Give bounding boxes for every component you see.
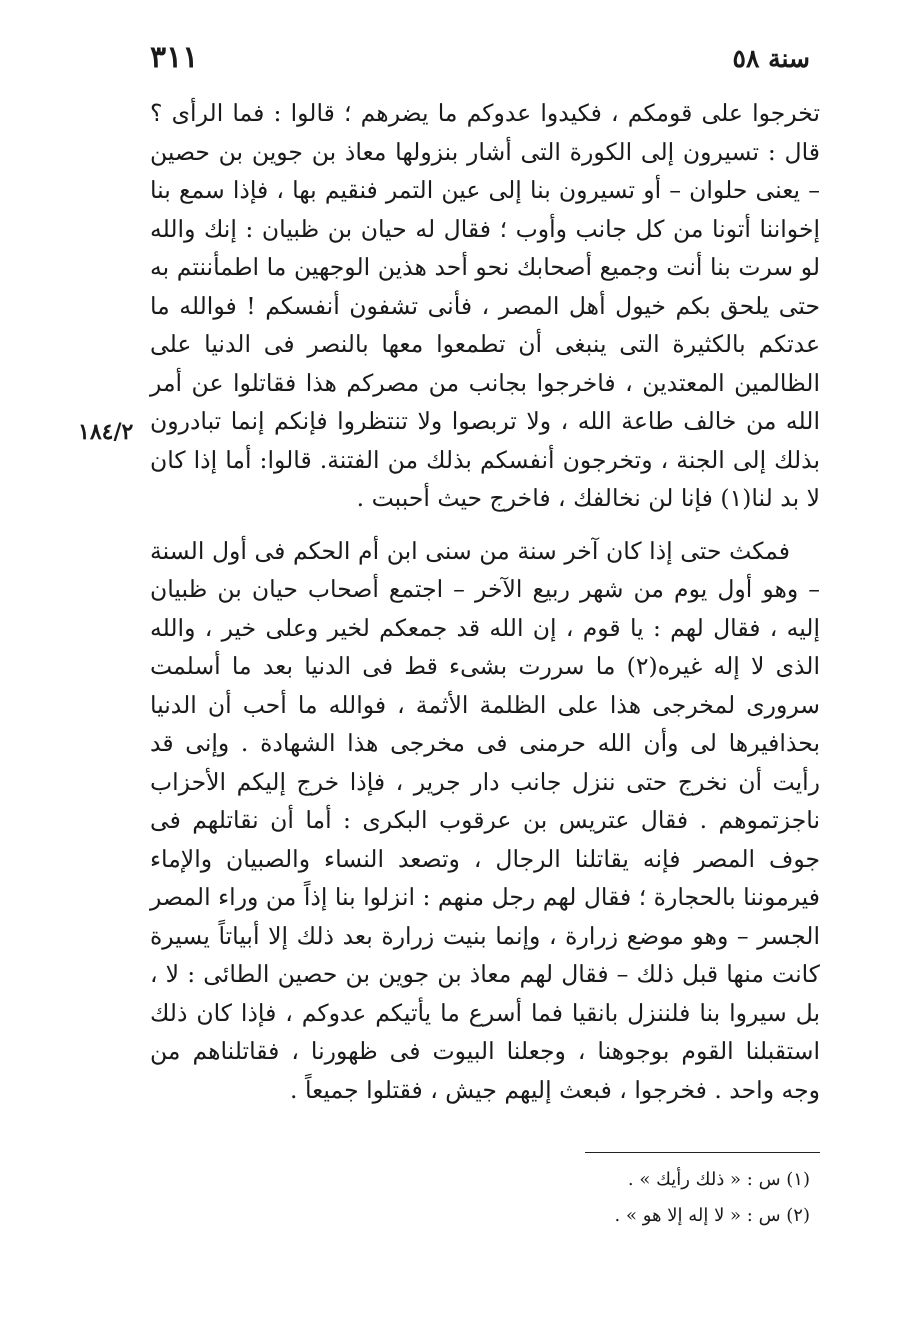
main-text (150, 94, 820, 1109)
footnote-1: (١) س : « ذلك رأيك » . (627, 1169, 810, 1190)
footnotes (400, 1162, 810, 1234)
margin-reference: ١٨٤/٢ (78, 419, 134, 445)
page-number: ٣١١ (150, 40, 199, 75)
footnote-2: (٢) س : « لا إله إلا هو » . (614, 1205, 810, 1226)
year-label: سنة ٥٨ (732, 44, 810, 73)
footnote-divider (585, 1152, 820, 1153)
paragraph-1: تخرجوا على قومكم ، فكيدوا عدوكم ما يضرهم ؛ قالوا : فما الرأى ؟ قال : تسيرون إلى الكورة التى أشار بنزولها معاذ بن جوين بن حصين – يعنى حلوان – أو تسيرون بنا إلى عين التمر فنقيم بها ، فإذا سمع بنا إخواننا أتونا من كل جانب وأوب ؛ فقال له حيان بن ظبيان : إنك والله لو سرت بنا أنت وجميع أصحابك نحو أحد هذين الوجهين ما اطمأننتم به حتى يلحق بكم خيول أهل المصر ، فأنى تشفون أنفسكم ! فوالله ما عدتكم بالكثيرة التى ينبغى أن تطمعوا معها بالنصر فى الدنيا على الظالمين المعتدين ، فاخرجوا بجانب من مصركم هذا فقاتلوا عن أمر الله من خالف طاعة الله ، ولا تربصوا ولا تنتظروا فإنكم إنما تبادرون بذلك إلى الجنة ، وتخرجون أنفسكم بذلك من الفتنة. قالوا: أما إذا كان لا بد لنا(١) فإنا لن نخالفك ، فاخرج حيث أحببت . (150, 99, 820, 512)
paragraph-2: فمكث حتى إذا كان آخر سنة من سنى ابن أم الحكم فى أول السنة – وهو أول يوم من شهر ربيع الآخر – اجتمع أصحاب حيان بن ظبيان إليه ، فقال لهم : يا قوم ، إن الله قد جمعكم لخير وعلى خير ، والله الذى لا إله غيره(٢) ما سررت بشىء قط فى الدنيا بعد ما أسلمت سرورى لمخرجى هذا على الظلمة الأثمة ، فوالله ما أحب أن الدنيا بحذافيرها لى وأن الله حرمنى فى مخرجى هذا الشهادة . وإنى قد رأيت أن نخرج حتى ننزل جانب دار جرير ، فإذا خرج إليكم الأحزاب ناجزتموهم . فقال عتريس بن عرقوب البكرى : أما أن نقاتلهم فى جوف المصر فإنه يقاتلنا الرجال ، وتصعد النساء والصبيان والإماء فيرموننا بالحجارة ؛ فقال لهم رجل منهم : انزلوا بنا إذاً من وراء المصر الجسر – وهو موضع زرارة ، وإنما بنيت زرارة بعد ذلك إلا أبياتاً يسيرة كانت منها قبل ذلك – فقال لهم معاذ بن جوين بن حصين الطائى : لا ، بل سيروا بنا فلننزل بانقيا فما أسرع ما يأتيكم عدوكم ، فإذا كان ذلك استقبلنا القوم بوجوهنا ، وجعلنا البيوت فى ظهورنا ، فقاتلناهم من وجه واحد . فخرجوا ، فبعث إليهم جيش ، فقتلوا جميعاً . (150, 536, 820, 1104)
running-header (150, 40, 810, 84)
